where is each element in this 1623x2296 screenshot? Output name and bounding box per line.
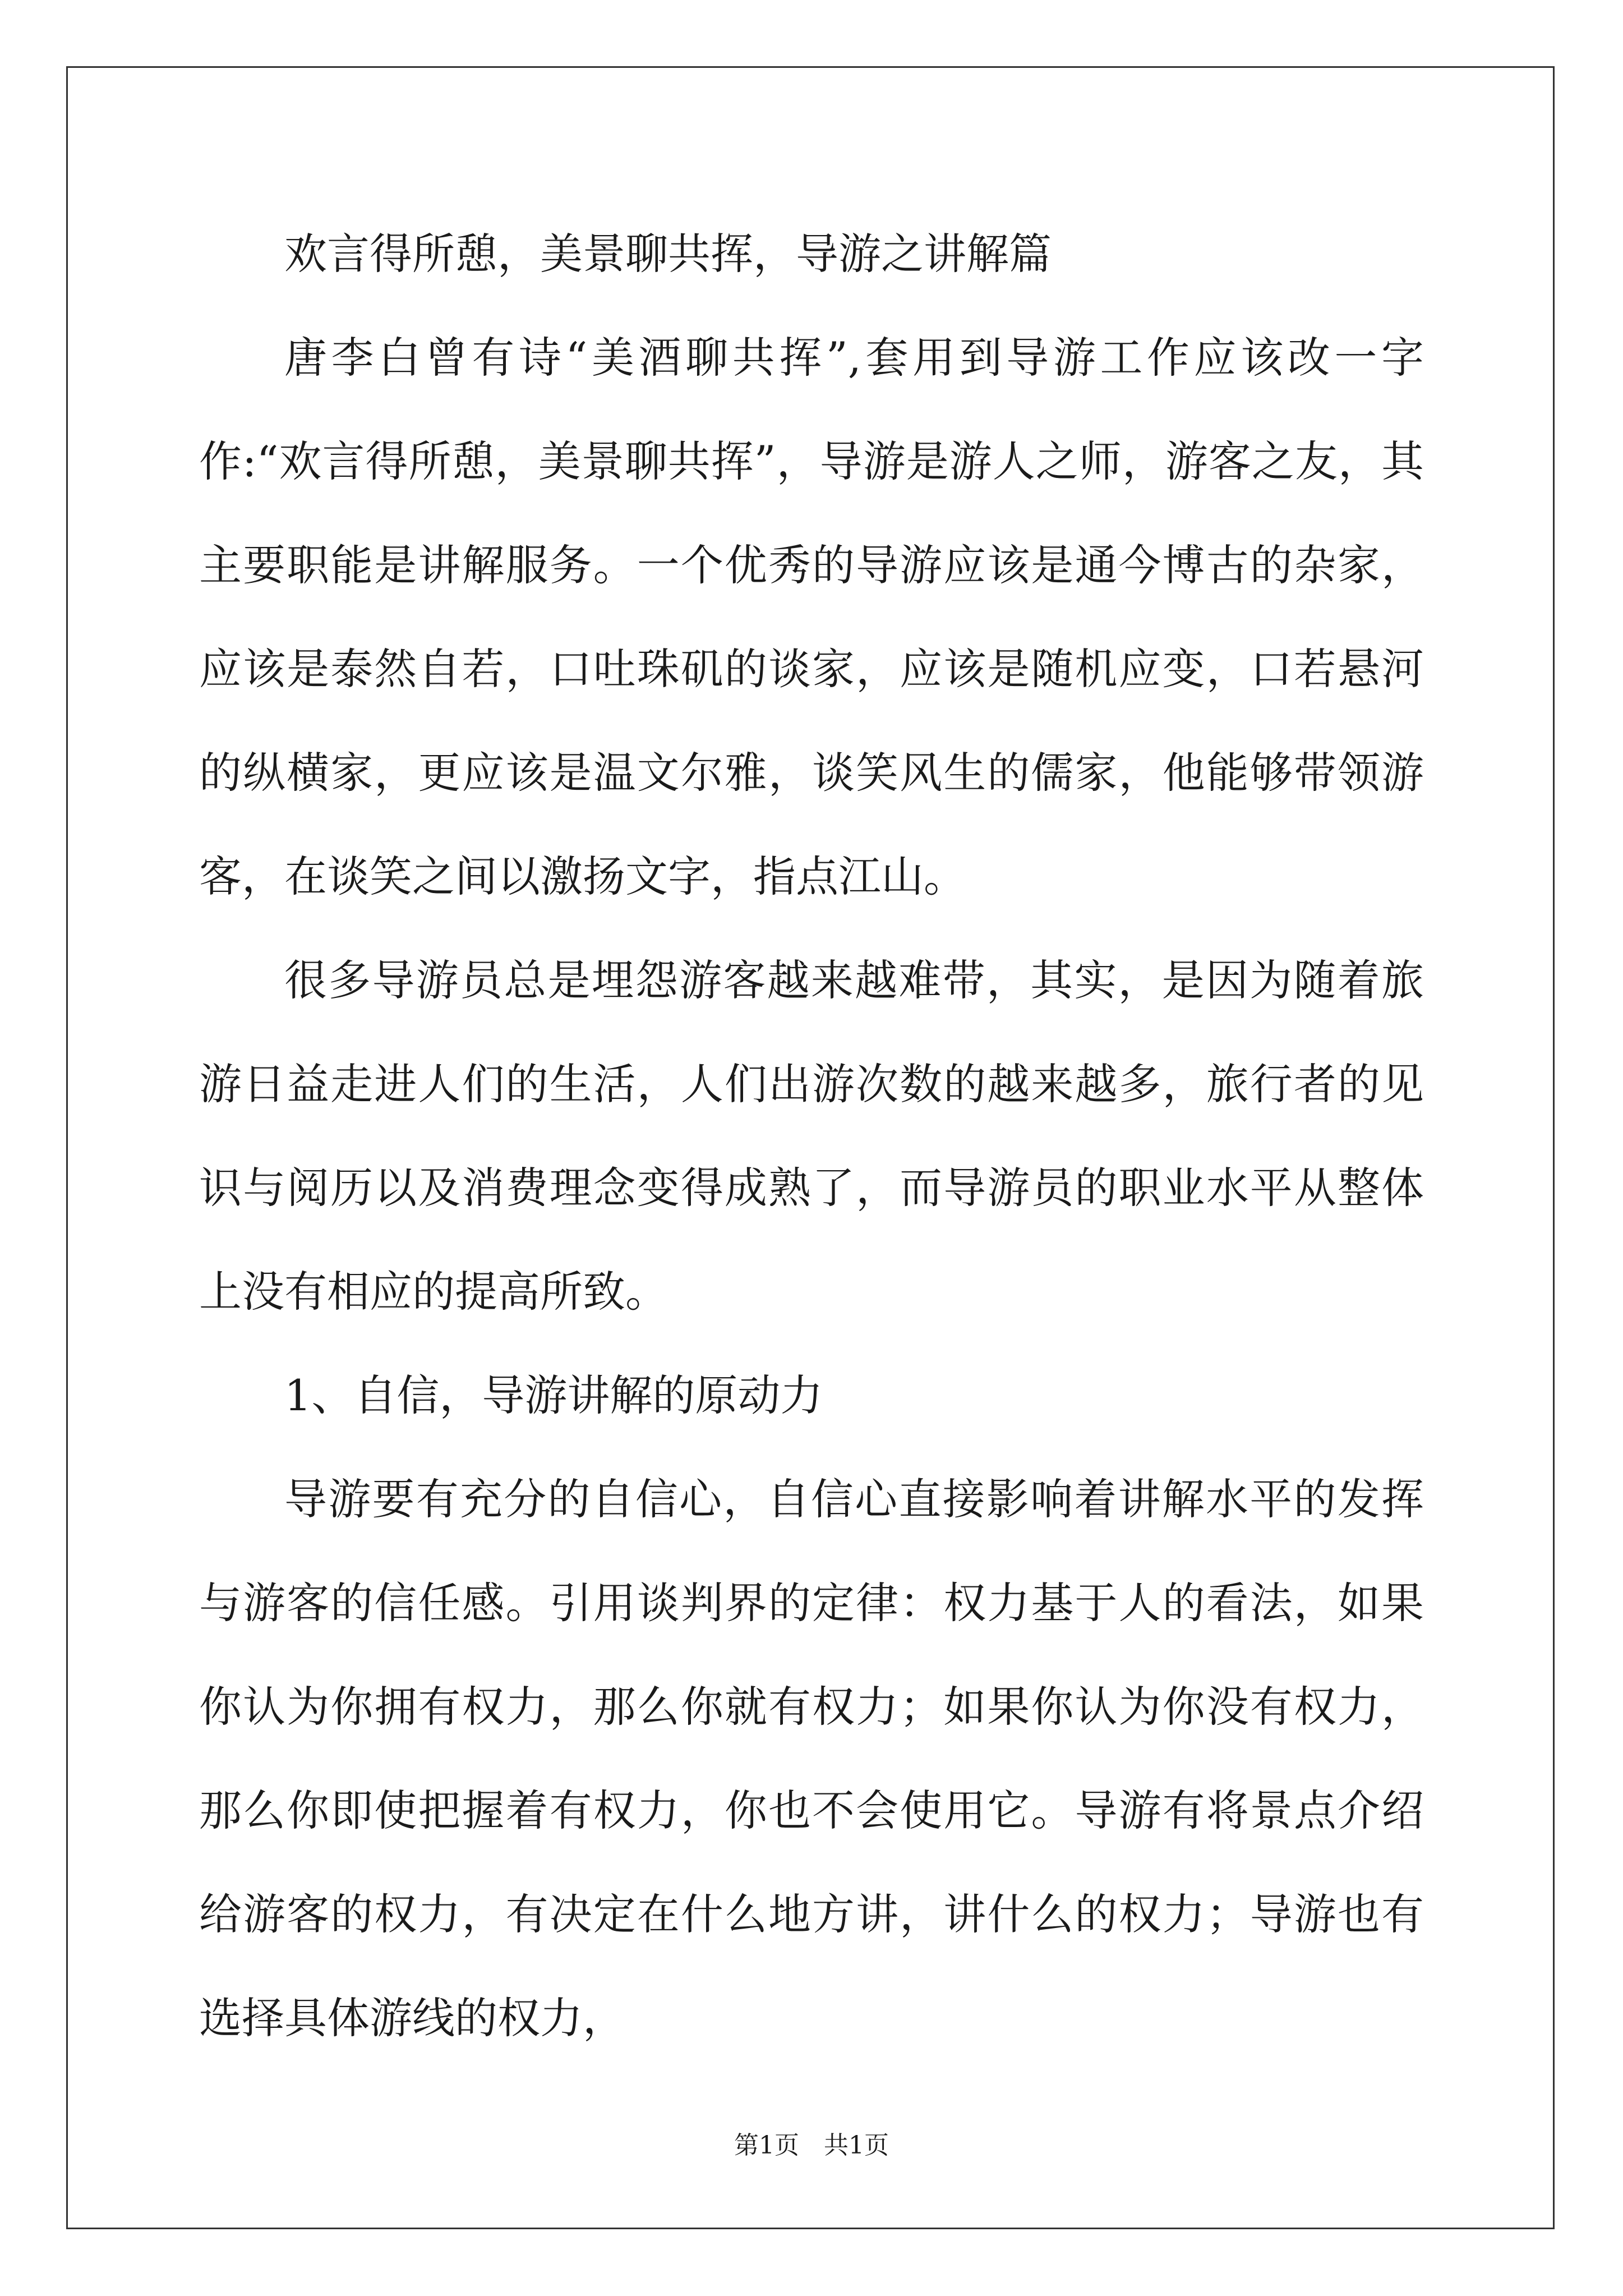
paragraph-context: 很多导游员总是埋怨游客越来越难带，其实，是因为随着旅游日益走进人们的生活，人们出游次数的越来越多，旅行者的见识与阅历以及消费理念变得成熟了，而导游员的职业水平从整体上没有相应的提高所致。 [199,955,1424,1317]
document-title: 欢言得所憩，美景聊共挥，导游之讲解篇 [284,229,1052,279]
document-body [199,202,1424,2070]
section-heading: 1、自信，导游讲解的原动力 [284,1370,823,1420]
page-number-footer: 第1页 共1页 [734,2131,889,2160]
paragraph-intro: 唐李白曾有诗“美酒聊共挥”,套用到导游工作应该改一字作:“欢言得所憩，美景聊共挥”，导游是游人之师，游客之友，其主要职能是讲解服务。一个优秀的导游应该是通今博古的杂家，应该是泰然自若，口吐珠矶的谈家，应该是随机应变，口若悬河的纵横家，更应该是温文尔雅，谈笑风生的儒家，他能够带领游客，在谈笑之间以激扬文字，指点江山。 [199,333,1424,901]
paragraph-section-1: 导游要有充分的自信心，自信心直接影响着讲解水平的发挥与游客的信任感。引用谈判界的定律：权力基于人的看法，如果你认为你拥有权力，那么你就有权力；如果你认为你没有权力，那么你即使把握着有权力，你也不会使用它。导游有将景点介绍给游客的权力，有决定在什么地方讲，讲什么的权力；导游也有选择具体游线的权力， [199,1474,1424,2043]
